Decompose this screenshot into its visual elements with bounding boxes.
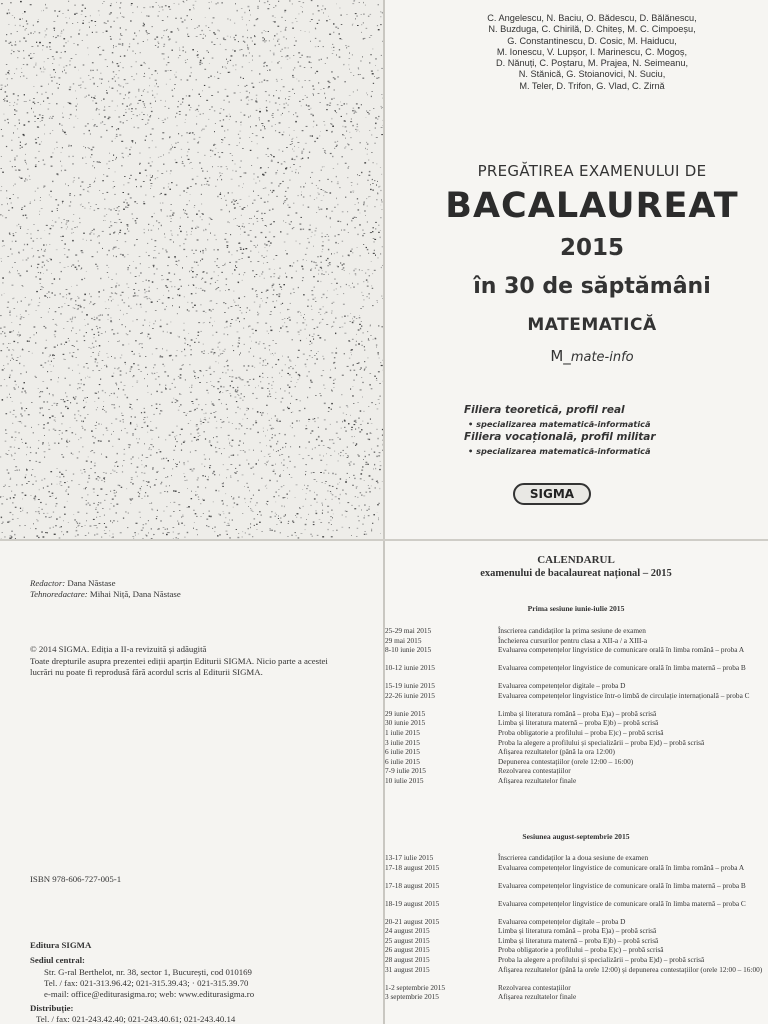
filiera-heading: Filiera teoretică, profil real <box>464 404 625 416</box>
calendar-date: 28 august 2015 <box>385 955 430 964</box>
calendar-event: Evaluarea competențelor lingvistice de comunicare orală în limba maternă – proba C <box>498 898 746 908</box>
calendar-date: 17-18 august 2015 <box>385 880 440 890</box>
calendar-event: Limba și literatura română – proba E)a) – probă scrisă <box>498 708 657 718</box>
calendar-event: Limba și literatura română – proba E)a) – probă scrisă <box>498 926 657 936</box>
session-heading: Prima sesiune iunie-iulie 2015 <box>527 604 625 613</box>
calendar-date: 22-26 iunie 2015 <box>385 690 435 700</box>
calendar-event: Evaluarea competențelor digitale – proba D <box>498 681 626 691</box>
calendar-date: 6 iulie 2015 <box>385 747 420 757</box>
track-prefix: M_ <box>550 347 571 365</box>
horizontal-fold <box>0 539 768 541</box>
calendar-date: 24 august 2015 <box>385 926 430 936</box>
authors-list <box>424 13 760 92</box>
tehno-names: Mihai Niță, Dana Năstase <box>89 589 181 599</box>
rights-text: Toate drepturile asupra prezentei ediții aparțin Editurii SIGMA. Nicio parte a acestei <box>30 656 328 666</box>
redactor-name: Dana Năstase <box>67 578 116 588</box>
calendar-event: Evaluarea competențelor lingvistice de comunicare orală în limba română – proba A <box>498 645 745 655</box>
calendar-date: 8-10 iunie 2015 <box>385 645 432 655</box>
hq-phone: Tel. / fax: 021-313.96.42; 021-315.39.43; · 021-315.39.70 <box>44 978 249 988</box>
tehno-label: Tehnoredactare: <box>30 589 88 599</box>
calendar-event: Evaluarea competențelor digitale – proba D <box>498 916 626 926</box>
calendar-subtitle: examenului de bacalaureat național – 2015 <box>480 568 672 579</box>
calendar-event: Proba la alegere a profilului și specializării – proba E)d) – probă scrisă <box>498 955 705 964</box>
calendar-title: CALENDARUL <box>537 554 615 566</box>
calendar-date: 30 iunie 2015 <box>385 718 426 728</box>
cover-year: 2015 <box>559 235 624 261</box>
hq-email: e-mail: office@editurasigma.ro; web: www.editurasigma.ro <box>44 989 255 999</box>
calendar-date: 10-12 iunie 2015 <box>385 663 435 673</box>
calendar-event: Afișarea rezultatelor finale <box>498 992 577 1002</box>
calendar-date: 17-18 august 2015 <box>385 862 440 872</box>
front-cover <box>384 0 768 540</box>
calendar-event: Proba la alegere a profilului și specializării – proba E)d) – probă scrisă <box>498 737 705 747</box>
track-suffix: mate-info <box>570 350 634 365</box>
calendar-date: 3 iulie 2015 <box>385 737 420 747</box>
calendar-date: 15-19 iunie 2015 <box>385 681 435 691</box>
back-cover <box>0 0 384 540</box>
calendar-event: Afișarea rezultatelor finale <box>498 776 577 785</box>
calendar-event: Limba și literatura maternă – proba E)b) – probă scrisă <box>498 935 659 945</box>
sigma-logo: SIGMA <box>513 483 591 505</box>
isbn: ISBN 978-606-727-005-1 <box>30 874 122 884</box>
author-line: C. Angelescu, N. Baciu, O. Bădescu, D. Bălănescu, <box>487 13 697 23</box>
cover-subject: MATEMATICĂ <box>527 315 657 335</box>
calendar-event: Înscrierea candidaților la a doua sesiune de examen <box>498 853 649 862</box>
calendar-date: 3 septembrie 2015 <box>385 992 439 1002</box>
filiera-heading: Filiera vocațională, profil militar <box>464 431 656 443</box>
calendar-date: 1 iulie 2015 <box>385 728 420 737</box>
cover-title: BACALAUREAT <box>445 186 739 226</box>
calendar-event: Limba și literatura maternă – proba E)b) – probă scrisă <box>498 718 659 728</box>
calendar-date: 31 august 2015 <box>385 964 430 974</box>
imprint-page <box>0 540 384 1024</box>
distribution-phone: Tel. / fax: 021-243.42.40; 021-243.40.61; 021-243.40.14 <box>36 1014 236 1024</box>
calendar-event: Proba obligatorie a profilului – proba E)c) – probă scrisă <box>498 945 664 955</box>
hq-address: Str. G-ral Berthelot, nr. 38, sector 1, București, cod 010169 <box>44 967 252 977</box>
calendar-event: Rezolvarea contestațiilor <box>498 766 571 776</box>
calendar-date: 10 iulie 2015 <box>385 776 424 785</box>
author-line: D. Nănuți, C. Poștaru, M. Prajea, N. Seimeanu, <box>496 58 688 69</box>
calendar-event: Evaluarea competențelor lingvistice într-o limbă de circulație internațională – proba C <box>498 690 750 700</box>
calendar-date: 25-29 mai 2015 <box>385 626 432 635</box>
session-heading: Sesiunea august-septembrie 2015 <box>522 832 630 841</box>
calendar-date: 1-2 septembrie 2015 <box>385 982 445 992</box>
redactor-label: Redactor: <box>30 578 66 588</box>
specialization: • specializarea matematică-informatică <box>468 419 651 429</box>
calendar-event: Proba obligatorie a profilului – proba E)c) – probă scrisă <box>498 728 664 737</box>
publisher-name: Editura SIGMA <box>30 940 92 950</box>
calendar-event: Evaluarea competențelor lingvistice de comunicare orală în limba maternă – proba B <box>498 663 746 673</box>
calendar-date: 6 iulie 2015 <box>385 756 420 766</box>
author-line: M. Ionescu, V. Lupșor, I. Marinescu, C. Mogoș, <box>496 46 688 57</box>
calendar-event: Afișarea rezultatelor (până la ora 12:00) <box>498 747 615 757</box>
author-line: N. Stănică, G. Stoianovici, N. Suciu, <box>518 69 666 80</box>
speckle-texture <box>0 0 384 540</box>
calendar-date: 25 august 2015 <box>385 935 430 945</box>
author-line: G. Constantinescu, D. Cosic, M. Haiducu, <box>507 35 677 46</box>
calendar-event: Încheierea cursurilor pentru clasa a XII-a / a XIII-a <box>498 635 648 645</box>
calendar-event: Depunerea contestațiilor (orele 12:00 – 16:00) <box>498 756 634 766</box>
cover-weeks: în 30 de săptămâni <box>473 274 711 299</box>
calendar-page <box>384 540 768 1024</box>
calendar-date: 29 iunie 2015 <box>385 708 426 718</box>
copyright: © 2014 SIGMA. Ediția a II-a revizuită și adăugită <box>30 644 207 654</box>
calendar-event: Înscrierea candidaților la prima sesiune de examen <box>498 626 646 635</box>
tehno-line <box>30 589 181 600</box>
calendar-date: 26 august 2015 <box>385 945 430 955</box>
rights-text: lucrări nu poate fi reprodusă fără acordul scris al Editurii SIGMA. <box>30 667 263 677</box>
calendar-event: Evaluarea competențelor lingvistice de comunicare orală în limba maternă – proba B <box>498 880 746 890</box>
author-line: N. Buzduga, C. Chirilă, D. Chiteș, M. C. Cimpoeșu, <box>488 24 696 35</box>
calendar-event: Evaluarea competențelor lingvistice de comunicare orală în limba română – proba A <box>498 862 745 872</box>
calendar-date: 20-21 august 2015 <box>385 916 440 926</box>
cover-subtitle: PREGĂTIREA EXAMENULUI DE <box>477 162 707 180</box>
calendar-date: 29 mai 2015 <box>385 635 422 645</box>
calendar-date: 18-19 august 2015 <box>385 898 440 908</box>
specialization: • specializarea matematică-informatică <box>468 446 651 456</box>
calendar-date: 7-9 iulie 2015 <box>385 766 426 776</box>
calendar-event: Afișarea rezultatelor (până la orele 12:00) și depunerea contestațiilor (orele 12:00 – 16:00) <box>498 964 763 974</box>
calendar-event: Rezolvarea contestațiilor <box>498 982 571 992</box>
distribution-label: Distribuție: <box>30 1003 74 1013</box>
calendar-date: 13-17 iulie 2015 <box>385 853 434 862</box>
author-line: M. Teler, D. Trifon, G. Vlad, C. Zirnă <box>519 80 665 91</box>
hq-label: Sediul central: <box>30 955 85 965</box>
cover-track <box>424 347 760 365</box>
redactor-line <box>30 578 116 589</box>
vertical-fold <box>383 0 385 1024</box>
